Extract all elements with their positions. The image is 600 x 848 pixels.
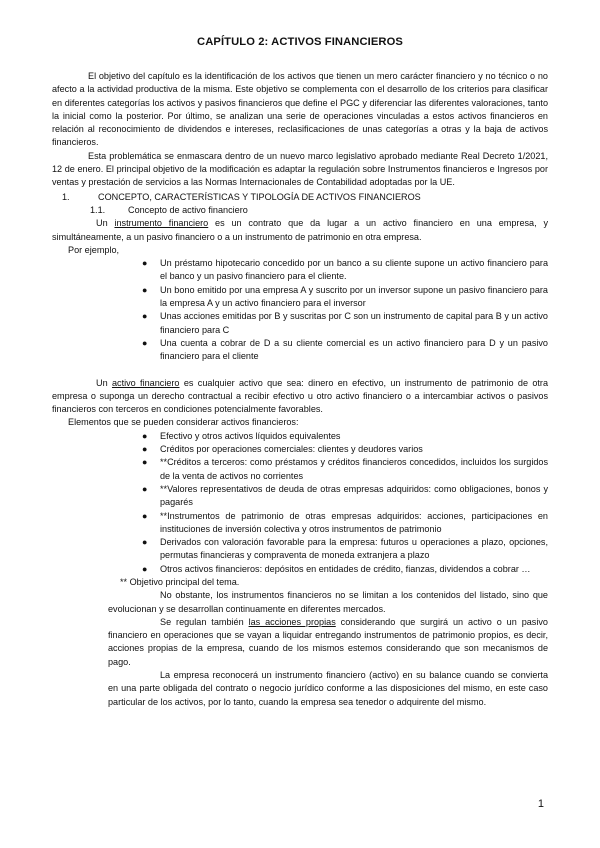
section-heading-1 xyxy=(52,191,548,204)
list-item: ● Una cuenta a cobrar de D a su cliente comercial es un activo financiero para D y un pasivo financiero para el cliente xyxy=(142,337,548,362)
list-item: ● **Créditos a terceros: como préstamos y créditos financieros concedidos, incluidos los surgidos de la venta de activos no corrientes xyxy=(142,457,548,481)
example-label: Por ejemplo, xyxy=(68,244,120,255)
page-number: 1 xyxy=(537,798,544,810)
list-item: ● Créditos por operaciones comerciales: clientes y deudores varios xyxy=(142,443,548,456)
closing-paragraph-2: Se regulan también las acciones propias considerando que surgirá un activo o un pasivo financiero en operaciones que se vayan a liquidar entregando instrumentos de patrimonio propios, es decir, acciones propias de la empresa, cuando de los mismos estemos considerando que son mecanismos de pago. xyxy=(108,616,548,667)
term-activo-financiero: activo financiero xyxy=(111,377,180,388)
subsection-number: 1.1. xyxy=(90,204,106,215)
closing-paragraph-3: La empresa reconocerá un instrumento financiero (activo) en su balance cuando se convierta en una parte obligada del contrato o negocio jurídico conforme a las disposiciones del mismo, en este caso particular de los activos, por lo tanto, cuando la empresa sea tenedor o adquirente del mismo. xyxy=(108,670,548,707)
list-item: ● **Instrumentos de patrimonio de otras empresas adquiridos: acciones, participaciones en instituciones de inversión colectiva y otros instrumentos de patrimonio xyxy=(142,510,548,534)
bullet-icon: ● xyxy=(142,284,148,295)
activo-definition: Un activo financiero es cualquier activo que sea: dinero en efectivo, un instrumento de patrimonio de otra empresa o suponga un derecho contractual a recibir efectivo u otro activo financiero o a intercambiar activos o pasivos financieros con terceros en condiciones potencialmente favorables. xyxy=(52,377,549,415)
term-acciones-propias: las acciones propias xyxy=(248,616,336,627)
chapter-title: CAPÍTULO 2: ACTIVOS FINANCIEROS xyxy=(197,36,403,48)
list-item: ● Un préstamo hipotecario concedido por un banco a su cliente supone un activo financiero para el banco y un pasivo financiero para el cliente. xyxy=(142,258,548,282)
closing-paragraph-1: No obstante, los instrumentos financieros no se limitan a los contenidos del listado, sino que evolucionan y se desarrollan continuamente en diferentes mercados. xyxy=(108,590,548,614)
bullet-icon: ● xyxy=(142,258,148,269)
instrumento-definition: Un instrumento financiero es un contrato que da lugar a un activo financiero en una empresa, y simultáneamente, a un pasivo financiero o a un instrumento de patrimonio en otra empresa. xyxy=(52,218,549,242)
section-number: 1. xyxy=(62,191,70,202)
term-instrumento-financiero: instrumento financiero xyxy=(114,218,209,229)
bullet-icon: ● xyxy=(142,430,148,441)
bullet-icon: ● xyxy=(142,483,148,494)
list-item: ● Derivados con valoración favorable para la empresa: futuros u operaciones a plazo, opciones, permutas financieras y compraventa de moneda extranjera a plazo xyxy=(142,537,548,561)
bullet-icon: ● xyxy=(142,510,148,521)
bullet-icon: ● xyxy=(142,537,148,548)
list-item: ● Otros activos financieros: depósitos en entidades de crédito, fianzas, dividendos a cobrar … xyxy=(142,563,548,576)
bullet-icon: ● xyxy=(142,563,148,574)
intro-paragraph-1: El objetivo del capítulo es la identificación de los activos que tienen un mero carácter financiero y no técnico o no afecto a la actividad productiva de la misma. Este objetivo se complementa con el desarrollo de los criterios para clasificar en diferentes categorías los activos y pasivos financieros que define el PGC y diferenciar las diferentes valoraciones, tanto la inicial como la posterior. Por último, se analizan una serie de operaciones vinculadas a estos activos financieros en relación al reconocimiento de dividendos e intereses, reclasificaciones de unas categorías a otras y la baja de activos financieros. xyxy=(52,71,548,148)
list-label: Elementos que se pueden considerar activos financieros: xyxy=(68,417,299,428)
intro-paragraph-2: Esta problemática se enmascara dentro de un nuevo marco legislativo aprobado mediante Real Decreto 1/2021, 12 de enero. El principal objetivo de la modificación es adaptar la regulación sobre Instrumentos financieros e Ingresos por ventas y prestación de servicios a las Normas Internacionales de Contabilidad adoptadas por la UE. xyxy=(52,150,548,188)
bullet-icon: ● xyxy=(142,444,148,455)
list-item: ● Un bono emitido por una empresa A y suscrito por un inversor supone un pasivo financiero para la empresa A y un activo financiero para el inversor xyxy=(142,284,548,309)
section-title: CONCEPTO, CARACTERÍSTICAS Y TIPOLOGÍA DE ACTIVOS FINANCIEROS xyxy=(98,191,421,202)
examples-list xyxy=(142,257,548,363)
bullet-icon: ● xyxy=(142,457,148,468)
subsection-heading-1-1 xyxy=(90,204,548,217)
list-item: ● **Valores representativos de deuda de otras empresas adquiridos: como obligaciones, bonos y pagarés xyxy=(142,483,548,508)
list-item: ● Unas acciones emitidas por B y suscritas por C son un instrumento de capital para B y un activo financiero para C xyxy=(142,311,548,335)
bullet-icon: ● xyxy=(142,311,148,322)
list-item: ● Efectivo y otros activos líquidos equivalentes xyxy=(142,430,548,443)
bullet-icon: ● xyxy=(142,337,148,348)
footnote-objective: ** Objetivo principal del tema. xyxy=(120,576,240,587)
assets-list xyxy=(142,430,548,576)
document-body xyxy=(52,70,548,709)
subsection-title: Concepto de activo financiero xyxy=(128,204,248,215)
